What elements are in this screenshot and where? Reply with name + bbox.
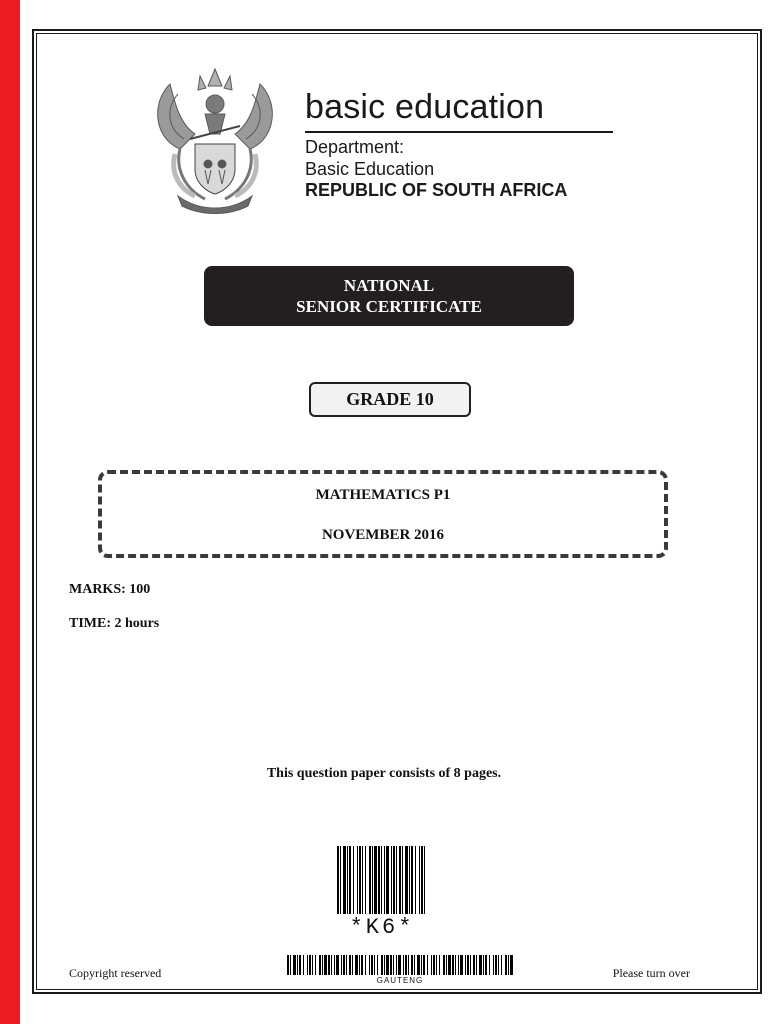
barcode-bar	[346, 955, 347, 975]
barcode-bar	[365, 955, 366, 975]
barcode-bar	[372, 846, 373, 914]
barcode-bar	[290, 955, 291, 975]
barcode-bar	[293, 955, 296, 975]
barcode-bar	[470, 955, 471, 975]
barcode-bar	[408, 955, 409, 975]
certificate-banner	[204, 266, 574, 326]
barcode-bar	[409, 846, 410, 914]
barcode-bar	[396, 955, 397, 975]
barcode-bar	[374, 955, 375, 975]
barcode-bar	[386, 955, 389, 975]
barcode-bar	[319, 955, 321, 975]
barcode-bar	[421, 846, 423, 914]
barcode-bar	[498, 955, 499, 975]
time-info: TIME: 2 hours	[69, 616, 160, 631]
copyright-notice: Copyright reserved	[69, 966, 162, 980]
barcode-bar	[303, 955, 304, 975]
barcode-bar	[424, 846, 425, 914]
barcode-bar	[369, 955, 370, 975]
barcode-bar	[381, 846, 382, 914]
barcode-bar	[483, 955, 484, 975]
barcode-bar	[355, 955, 358, 975]
barcode-bar	[405, 955, 407, 975]
exam-session: NOVEMBER 2016	[321, 527, 445, 543]
department-name: Basic Education	[305, 159, 435, 179]
barcode-bar	[307, 955, 308, 975]
barcode-bar	[359, 955, 360, 975]
barcode-bar	[415, 846, 416, 914]
barcode-bar	[324, 955, 327, 975]
certificate-line-2: SENIOR CERTIFICATE	[296, 297, 482, 316]
region-label: GAUTENG	[376, 976, 424, 985]
barcode-bar	[343, 955, 345, 975]
barcode-bar	[374, 846, 377, 914]
barcode-bar	[312, 955, 313, 975]
barcode-icon	[337, 846, 427, 914]
barcode-bar	[384, 846, 385, 914]
barcode-bar	[431, 955, 432, 975]
barcode-bar	[362, 846, 363, 914]
brand-rule	[305, 131, 613, 133]
country-name: REPUBLIC OF SOUTH AFRICA	[305, 180, 568, 200]
barcode-bar	[411, 846, 413, 914]
turn-over-notice: Please turn over	[612, 966, 690, 980]
barcode-bar	[419, 846, 420, 914]
barcode-bar	[361, 955, 363, 975]
barcode-bar	[328, 955, 330, 975]
barcode-bar	[505, 955, 507, 975]
subject-title: MATHEMATICS P1	[315, 487, 451, 503]
barcode-bar	[322, 955, 323, 975]
barcode-bar	[365, 846, 366, 914]
barcode-bar	[398, 955, 401, 975]
red-edge-strip	[0, 0, 20, 1024]
barcode-bar	[399, 846, 401, 914]
barcode-bar	[460, 955, 463, 975]
barcode-bar	[381, 955, 383, 975]
barcode-bar	[390, 955, 392, 975]
barcode-bar	[349, 955, 351, 975]
barcode-bar	[334, 955, 335, 975]
barcode-bar	[371, 955, 373, 975]
barcode-code: *K6*	[349, 915, 415, 940]
barcode-bar	[352, 955, 353, 975]
brand-title: basic education	[305, 88, 545, 126]
barcode-bar	[287, 955, 289, 975]
barcode-bar	[393, 955, 394, 975]
certificate-line-1: NATIONAL	[343, 276, 435, 295]
barcode-bar	[402, 846, 403, 914]
barcode-bar	[411, 955, 413, 975]
barcode-bar	[455, 955, 456, 975]
barcode-bar	[476, 955, 477, 975]
barcode-bar	[489, 955, 490, 975]
barcode-bar	[405, 846, 408, 914]
barcode-bar	[315, 955, 316, 975]
barcode-bar	[479, 955, 482, 975]
barcode-bar	[297, 955, 298, 975]
barcode-bar	[349, 846, 351, 914]
barcode-bar	[473, 955, 475, 975]
barcode-bar	[446, 955, 447, 975]
barcode-bar	[508, 955, 509, 975]
barcode-bar	[359, 846, 361, 914]
barcode-bar	[465, 955, 466, 975]
barcode-strip-icon	[287, 955, 513, 975]
barcode-bar	[337, 846, 339, 914]
coat-of-arms-icon	[150, 64, 280, 214]
barcode-bar	[458, 955, 459, 975]
barcode-bar	[439, 955, 440, 975]
barcode-bar	[485, 955, 487, 975]
barcode-bar	[369, 846, 371, 914]
barcode-bar	[493, 955, 494, 975]
barcode-bar	[391, 846, 392, 914]
department-label: Department:	[305, 137, 405, 157]
barcode-bar	[436, 955, 437, 975]
grade-badge: GRADE 10	[309, 382, 471, 417]
barcode-bar	[417, 955, 420, 975]
barcode-bar	[377, 955, 378, 975]
barcode-bar	[384, 955, 385, 975]
barcode-bar	[336, 955, 339, 975]
barcode-bar	[501, 955, 502, 975]
barcode-bar	[423, 955, 425, 975]
barcode-bar	[414, 955, 415, 975]
barcode-bar	[495, 955, 497, 975]
barcode-bar	[299, 955, 301, 975]
barcode-bar	[357, 846, 358, 914]
pages-note: This question paper consists of 8 pages.	[266, 766, 502, 781]
barcode-bar	[396, 846, 397, 914]
barcode-bar	[340, 846, 341, 914]
barcode-bar	[341, 955, 342, 975]
marks-info: MARKS: 100	[69, 582, 151, 597]
barcode-bar	[448, 955, 451, 975]
barcode-bar	[510, 955, 513, 975]
barcode-bar	[452, 955, 454, 975]
barcode-bar	[443, 955, 445, 975]
barcode-bar	[353, 846, 354, 914]
barcode-bar	[403, 955, 404, 975]
barcode-bar	[433, 955, 435, 975]
barcode-bar	[343, 846, 346, 914]
barcode-bar	[386, 846, 389, 914]
barcode-bar	[393, 846, 395, 914]
barcode-bar	[347, 846, 348, 914]
barcode-bar	[331, 955, 332, 975]
barcode-bar	[309, 955, 311, 975]
barcode-bar	[427, 955, 428, 975]
barcode-bar	[421, 955, 422, 975]
barcode-bar	[467, 955, 469, 975]
subject-box	[98, 470, 668, 558]
barcode-bar	[378, 846, 380, 914]
